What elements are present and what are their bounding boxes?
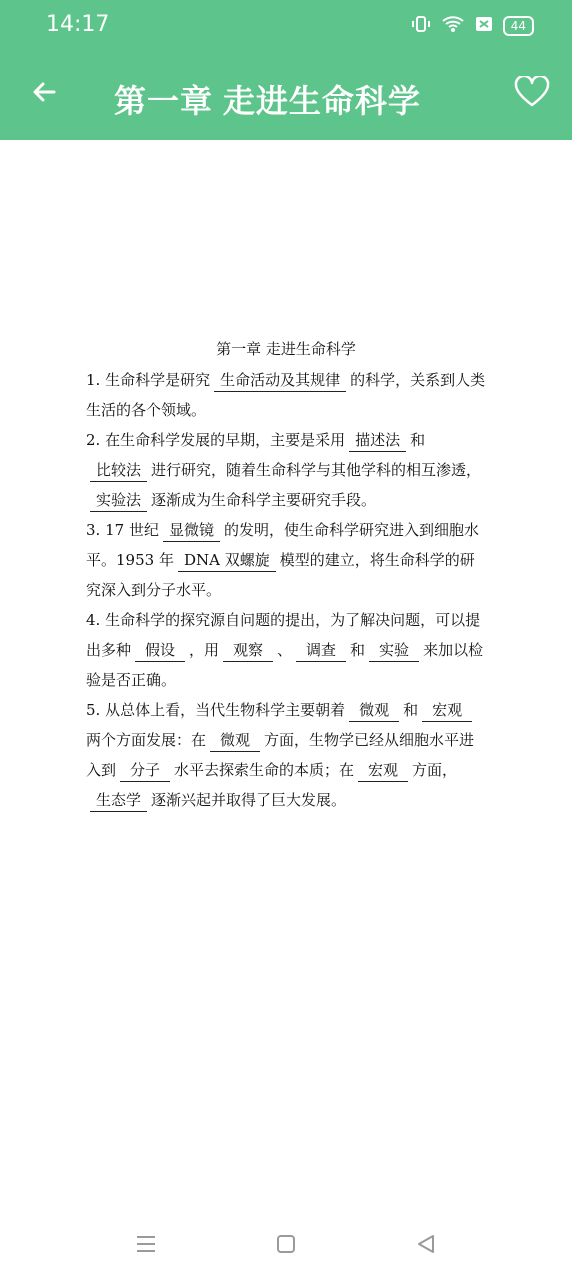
text: 在生命科学发展的早期，主要是采用: [105, 431, 346, 449]
text: 两个方面发展：在: [86, 731, 207, 749]
menu-button[interactable]: [126, 1224, 166, 1264]
question-number: 3.: [86, 521, 101, 539]
text: 17 世纪: [105, 521, 159, 539]
answer-blank: 宏观: [358, 759, 408, 782]
text: 方面，: [412, 761, 458, 779]
text: 和: [403, 701, 419, 719]
app-bar: [0, 50, 572, 140]
favorite-button[interactable]: [514, 76, 550, 108]
answer-blank: 微观: [349, 699, 399, 722]
status-bar: [0, 0, 572, 50]
no-sim-icon: [475, 15, 493, 37]
text: 逐渐成为生命科学主要研究手段。: [151, 491, 377, 509]
answer-blank: 假设: [135, 639, 185, 662]
text: 的发明，使生命科学研究进入到细胞水平。1953 年: [86, 521, 479, 569]
answer-blank: 微观: [210, 729, 260, 752]
arrow-left-icon: [30, 78, 58, 106]
text: 逐渐兴起并取得了巨大发展。: [151, 791, 347, 809]
document-content: [86, 338, 486, 815]
status-icons: [411, 14, 534, 38]
text: ，用: [189, 641, 220, 659]
system-navigation-bar: [0, 1210, 572, 1280]
answer-blank: 实验: [369, 639, 419, 662]
text: 方面，生物学已经从细胞水平进入到: [86, 731, 475, 779]
back-nav-button[interactable]: [406, 1224, 446, 1264]
text: 和: [410, 431, 426, 449]
question-1: [86, 365, 486, 425]
text: 模型的建立，将生命科学的研究深入到分子水平。: [86, 551, 475, 599]
vibrate-icon: [411, 14, 431, 38]
answer-blank: DNA 双螺旋: [178, 549, 276, 572]
text: 、: [277, 641, 293, 659]
question-number: 5.: [86, 701, 101, 719]
wifi-icon: [441, 14, 465, 38]
battery-indicator: 44: [503, 16, 534, 36]
square-home-icon: [275, 1233, 297, 1255]
answer-blank: 显微镜: [163, 519, 220, 542]
triangle-back-icon: [415, 1233, 437, 1255]
question-number: 2.: [86, 431, 101, 449]
text: 来加以检验是否正确。: [86, 641, 484, 689]
text: 生命科学是研究: [105, 371, 211, 389]
text: 进行研究，随着生命科学与其他学科的相互渗透，: [151, 461, 482, 479]
question-2: [86, 425, 486, 515]
question-5: [86, 695, 486, 815]
top-bar: [0, 0, 572, 140]
text: 生命科学的探究源自问题的提出，为了解决问题，可以提出多种: [86, 611, 481, 659]
question-number: 4.: [86, 611, 101, 629]
answer-blank: 宏观: [422, 699, 472, 722]
status-time: 14:17: [46, 12, 110, 37]
document-title: 第一章 走进生命科学: [216, 340, 356, 358]
answer-blank: 实验法: [90, 489, 147, 512]
answer-blank: 描述法: [349, 429, 406, 452]
answer-blank: 生命活动及其规律: [214, 369, 346, 392]
text: 的科学，关系到人类生活的各个领域。: [86, 371, 486, 419]
heart-icon: [514, 76, 550, 108]
back-button[interactable]: [28, 76, 60, 108]
answer-blank: 生态学: [90, 789, 147, 812]
answer-blank: 调查: [296, 639, 346, 662]
question-3: [86, 515, 486, 605]
answer-blank: 观察: [223, 639, 273, 662]
text: 水平去探索生命的本质；在: [174, 761, 355, 779]
home-button[interactable]: [266, 1224, 306, 1264]
answer-blank: 比较法: [90, 459, 147, 482]
question-4: [86, 605, 486, 695]
menu-icon: [135, 1233, 157, 1255]
page-title: 第一章 走进生命科学: [114, 83, 421, 119]
text: 和: [350, 641, 366, 659]
answer-blank: 分子: [120, 759, 170, 782]
text: 从总体上看，当代生物科学主要朝着: [105, 701, 346, 719]
question-number: 1.: [86, 371, 101, 389]
